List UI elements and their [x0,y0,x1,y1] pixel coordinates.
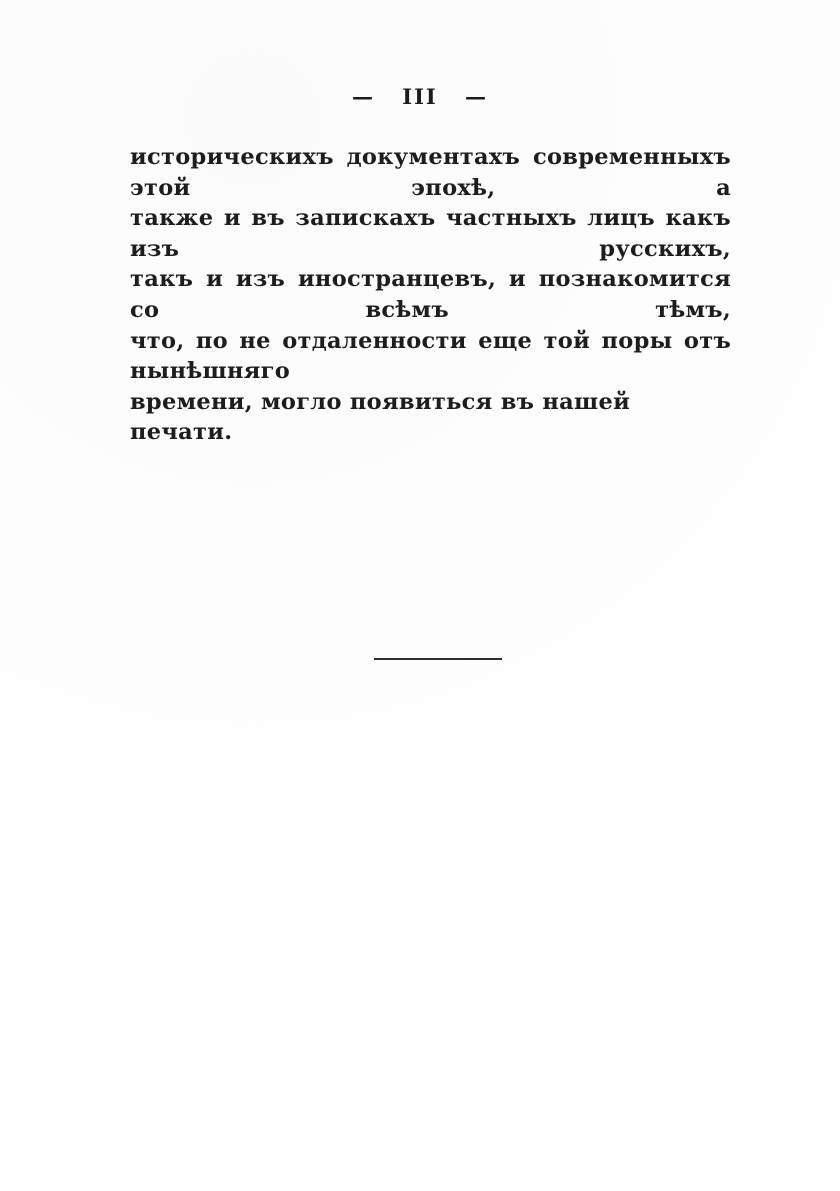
text-line: такъ и изъ иностранцевъ, и познакомится со всѣмъ тѣмъ, [130,266,731,323]
section-divider [374,658,502,660]
body-paragraph [130,142,731,448]
text-line: историческихъ документахъ современныхъ этой эпохѣ, а [130,144,731,201]
text-line: также и въ запискахъ частныхъ лицъ какъ изъ русскихъ, [130,205,731,262]
page-number: — III — [351,84,489,109]
text-line: что, по не отдаленности еще той поры отъ нынѣшняго [130,327,731,385]
text-line: времени, могло появиться въ нашей печати. [130,388,631,446]
